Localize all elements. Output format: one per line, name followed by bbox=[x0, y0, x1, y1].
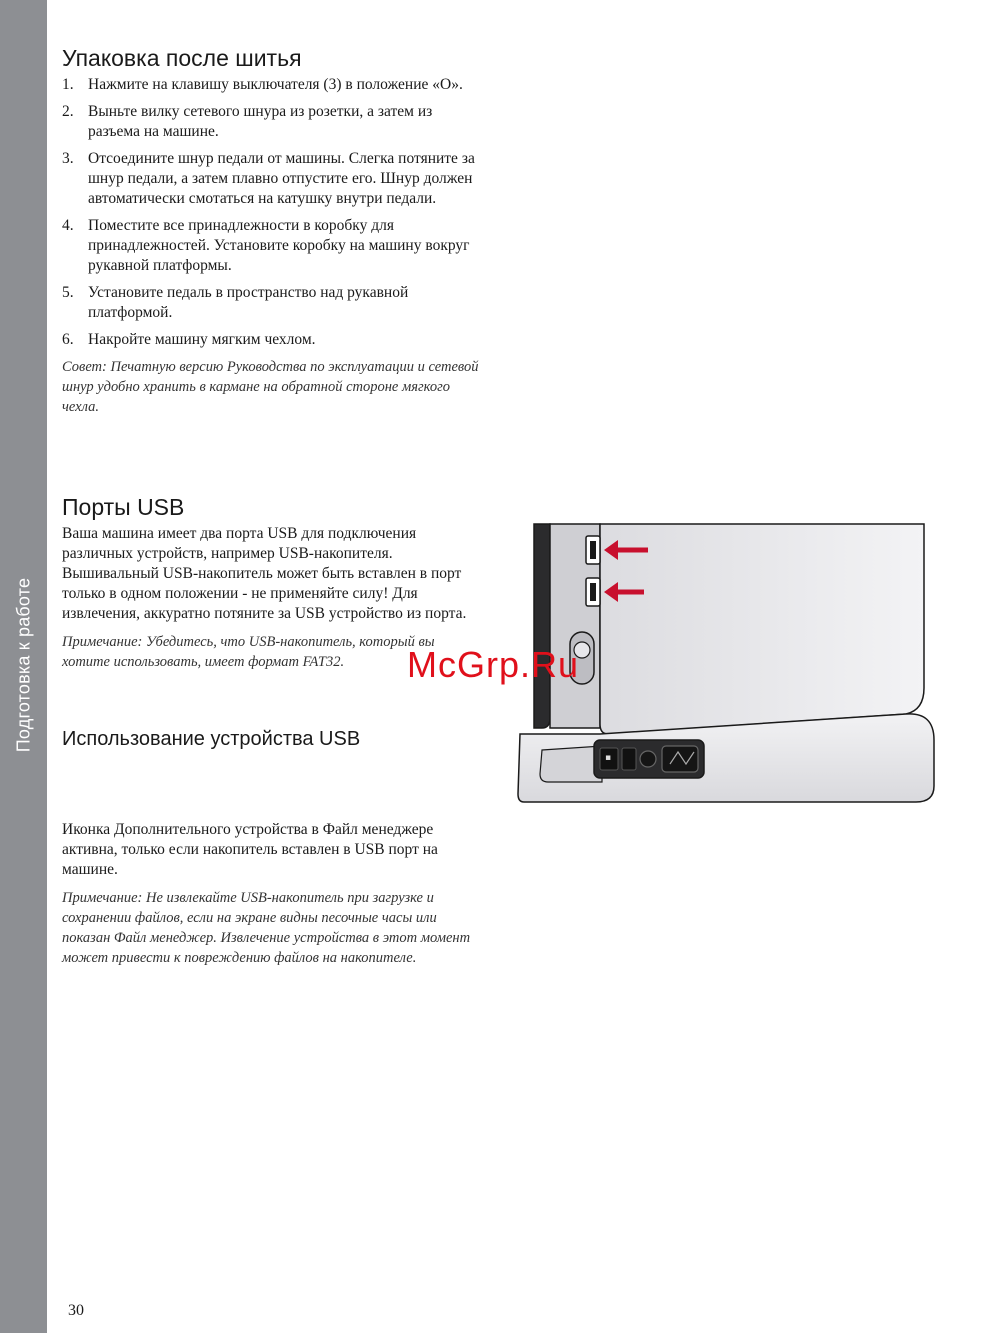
usb-ports-title: Порты USB bbox=[62, 494, 185, 520]
usb-ports-body: Ваша машина имеет два порта USB для подключения различных устройств, например USB-накопителя. Вышивальный USB-накопитель может быть вставлен в порт только в одном положении - не применяйте силу! Для извлечения, аккуратно потяните за USB устройство из порта. bbox=[62, 525, 467, 622]
list-item: 6. Накройте машину мягким чехлом. bbox=[62, 331, 316, 348]
usb-use-body: Иконка Дополнительного устройства в Файл менеджере активна, только если накопитель вставлен в USB порт на машине. bbox=[62, 821, 438, 878]
watermark: McGrp.Ru bbox=[407, 644, 580, 685]
usb-use-note: Примечание: Не извлекайте USB-накопитель при загрузке и сохранении файлов, если на экране видны песочные часы или показан Файл менеджер. Извлечение устройства в этот момент может привести к повреждению файлов на накопителе. bbox=[62, 890, 471, 966]
list-item: 4. Поместите все принадлежности в коробку для принадлежностей. Установите коробку на машину вокруг рукавной платформы. bbox=[62, 217, 470, 274]
list-item: 5. Установите педаль в пространство над рукавной платформой. bbox=[62, 284, 409, 321]
packing-section bbox=[62, 44, 482, 417]
list-item: 2. Выньте вилку сетевого шнура из розетки, а затем из разъема на машине. bbox=[62, 103, 433, 140]
packing-steps bbox=[62, 75, 482, 350]
list-item: 1. Нажмите на клавишу выключателя (3) в положение «О». bbox=[62, 76, 463, 93]
list-item: 3. Отсоедините шнур педали от машины. Слегка потяните за шнур педали, а затем плавно отпустите его. Шнур должен автоматически смотаться на катушку внутри педали. bbox=[62, 150, 475, 207]
usb-use-heading-block bbox=[62, 726, 482, 752]
packing-tip: Совет: Печатную версию Руководства по эксплуатации и сетевой шнур удобно хранить в кармане на обратной стороне мягкого чехла. bbox=[62, 359, 479, 415]
svg-text:▪: ▪ bbox=[605, 753, 612, 763]
page-number: 30 bbox=[68, 1302, 84, 1319]
side-tab-label: Подготовка к работе bbox=[13, 577, 34, 753]
usb-ports-note: Примечание: Убедитесь, что USB-накопитель, который вы хотите использовать, имеет формат FAT32. bbox=[62, 634, 435, 670]
usb-use-title: Использование устройства USB bbox=[62, 728, 361, 750]
usb-use-section bbox=[62, 820, 482, 968]
side-tab bbox=[0, 0, 47, 1333]
packing-title: Упаковка после шитья bbox=[62, 45, 302, 71]
